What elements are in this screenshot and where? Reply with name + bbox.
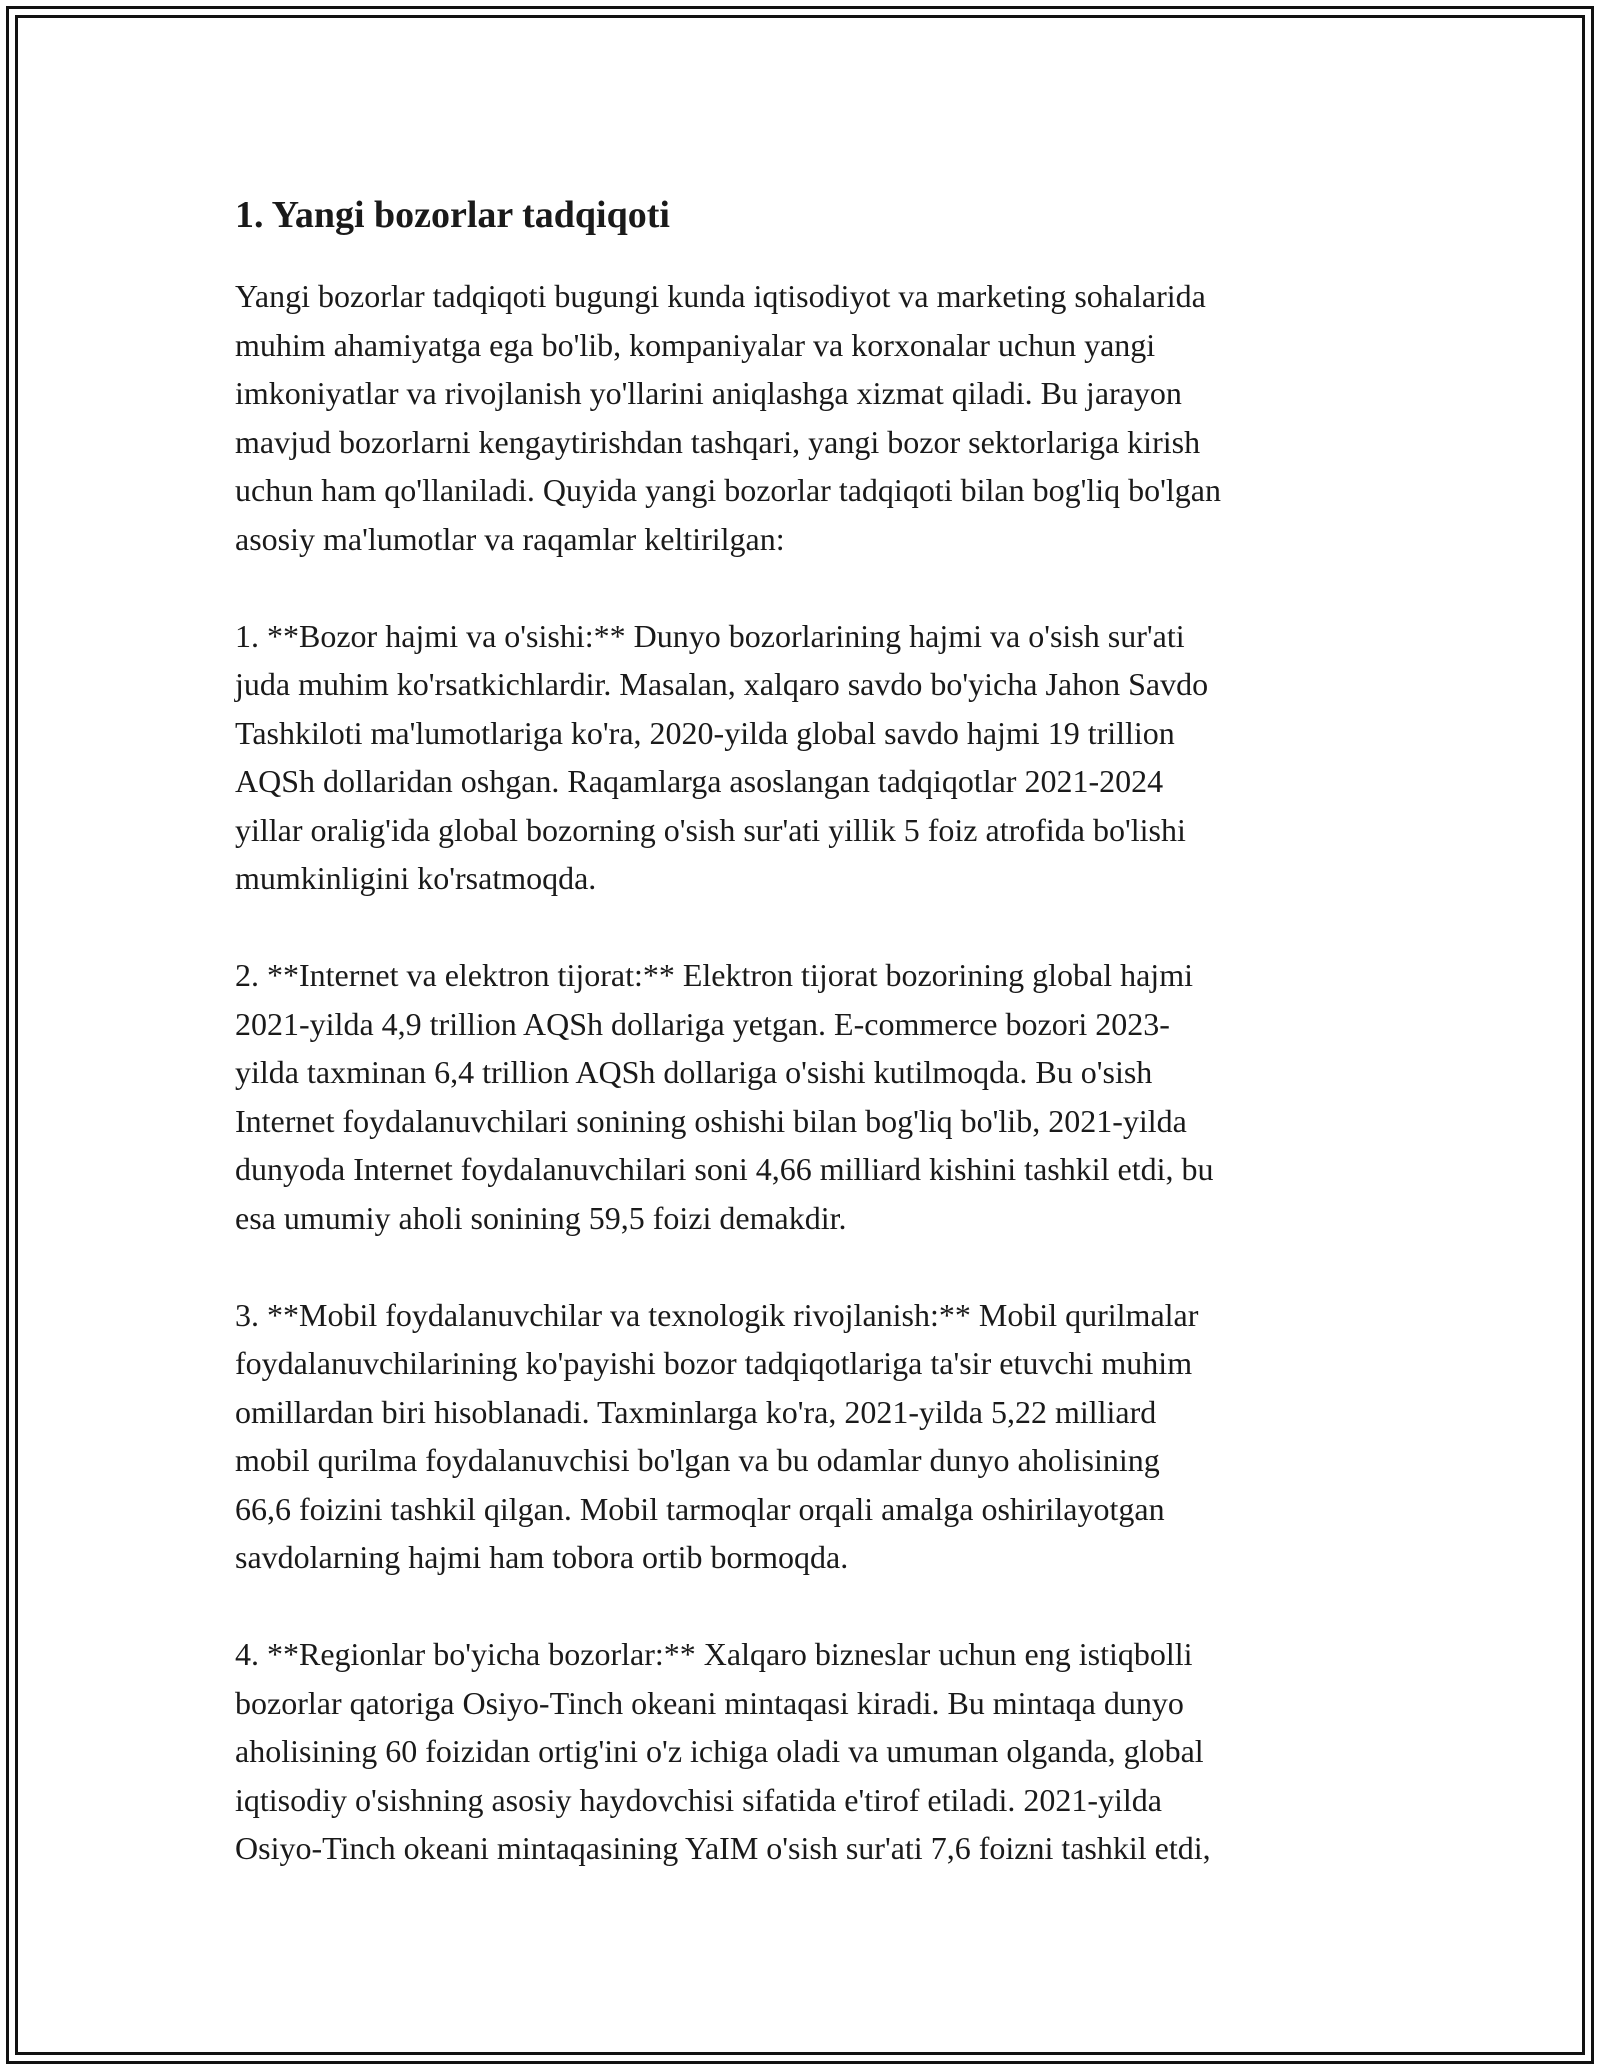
section-heading: 1. Yangi bozorlar tadqiqoti (235, 194, 670, 236)
mobile-users-paragraph: 3. **Mobil foydalanuvchilar va texnologik rivojlanish:** Mobil qurilmalar foydalanuvchilarining ko'payishi bozor tadqiqotlariga ta'sir etuvchi muhim omillardan biri hisoblanadi. Taxminlarga ko'ra, 2021-yilda 5,22 milliard mobil qurilma foydalanuvchisi bo'lgan va bu odamlar dunyo aholisining 66,6 foizini tashkil qilgan. Mobil tarmoqlar orqali amalga oshirilayotgan savdolarning hajmi ham tobora ortib bormoqda. (235, 1296, 1199, 1575)
market-size-paragraph: 1. **Bozor hajmi va o'sishi:** Dunyo bozorlarining hajmi va o'sish sur'ati juda muhim ko'rsatkichlardir. Masalan, xalqaro savdo bo'yicha Jahon Savdo Tashkiloti ma'lumotlariga ko'ra, 2020-yilda global savdo hajmi 19 trillion AQSh dollaridan oshgan. Raqamlarga asoslangan tadqiqotlar 2021-2024 yillar oralig'ida global bozorning o'sish sur'ati yillik 5 foiz atrofida bo'lishi mumkinligini ko'rsatmoqda. (235, 617, 1209, 896)
ecommerce-paragraph: 2. **Internet va elektron tijorat:** Elektron tijorat bozorining global hajmi 2021-yilda 4,9 trillion AQSh dollariga yetgan. E-commerce bozori 2023- yilda taxminan 6,4 trillion AQSh dollariga o'sishi kutilmoqda. Bu o'sish Internet foydalanuvchilari sonining oshishi bilan bog'liq bo'lib, 2021-yilda dunyoda Internet foydalanuvchilari soni 4,66 milliard kishini tashkil etdi, bu esa umumiy aholi sonining 59,5 foizi demakdir. (235, 957, 1214, 1236)
regional-markets-paragraph: 4. **Regionlar bo'yicha bozorlar:** Xalqaro bizneslar uchun eng istiqbolli bozorlar qatoriga Osiyo-Tinch okeani mintaqasi kiradi. Bu mintaqa dunyo aholisining 60 foizidan ortig'ini o'z ichiga oladi va umuman olganda, global iqtisodiy o'sishning asosiy haydovchisi sifatida e'tirof etiladi. 2021-yilda Osiyo-Tinch okeani mintaqasining YaIM o'sish sur'ati 7,6 foizni tashkil etdi, (235, 1636, 1211, 1866)
document-body (235, 188, 1375, 1921)
intro-paragraph: Yangi bozorlar tadqiqoti bugungi kunda iqtisodiyot va marketing sohalarida muhim ahamiyatga ega bo'lib, kompaniyalar va korxonalar uchun yangi imkoniyatlar va rivojlanish yo'llarini aniqlashga xizmat qiladi. Bu jarayon mavjud bozorlarni kengaytirishdan tashqari, yangi bozor sektorlariga kirish uchun ham qo'llaniladi. Quyida yangi bozorlar tadqiqoti bilan bog'liq bo'lgan asosiy ma'lumotlar va raqamlar keltirilgan: (235, 278, 1221, 557)
